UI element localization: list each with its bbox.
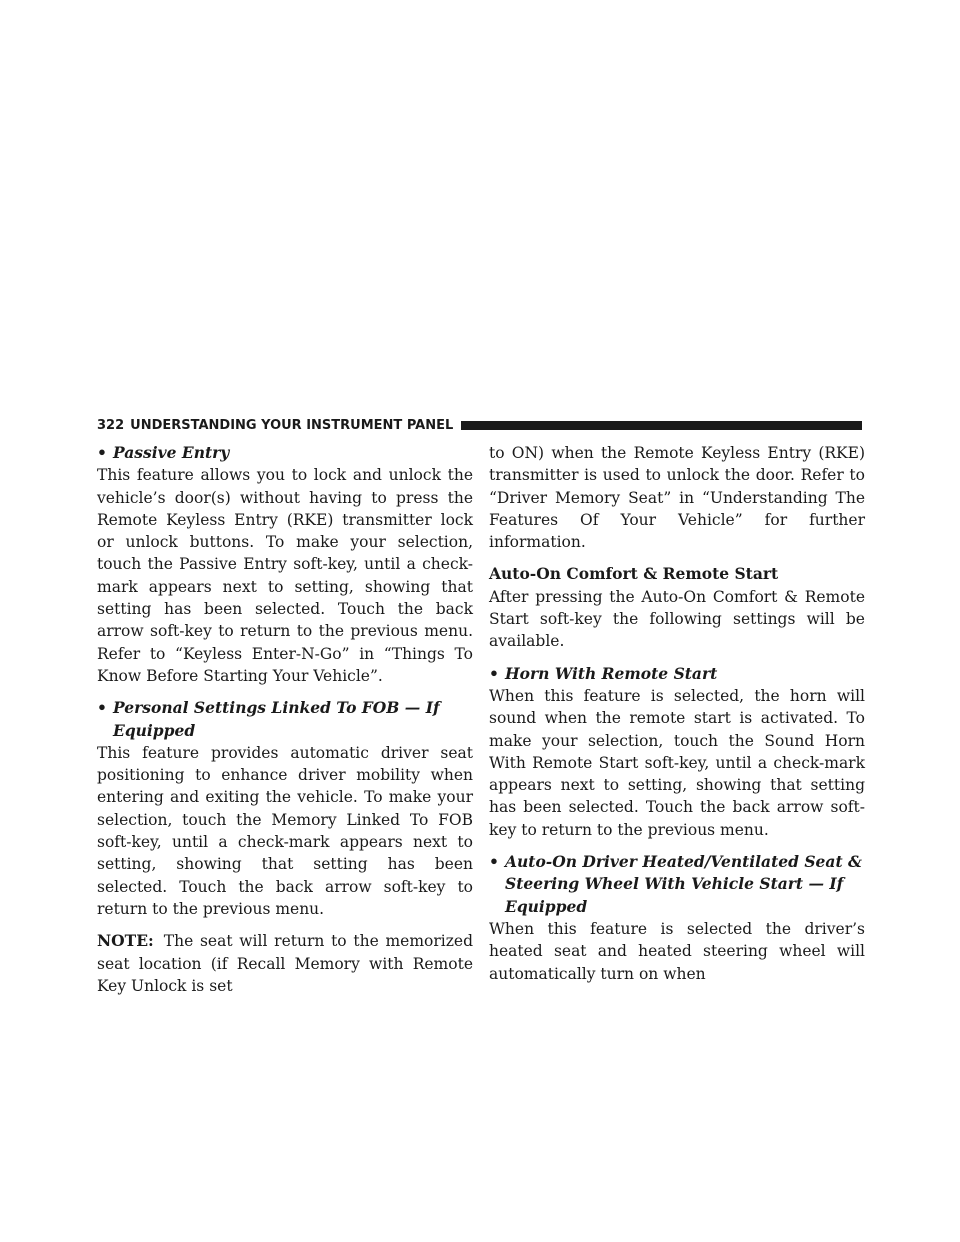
page-header [97,415,862,435]
bullet-icon: • [489,663,499,683]
auto-on-comfort-heading: Auto-On Comfort & Remote Start [489,564,779,584]
personal-settings-heading-text: Personal Settings Linked To FOB — If Equipped [113,698,440,740]
personal-settings-body: This feature provides automatic driver seat positioning to enhance driver mobility when entering and exiting the vehicle. To make your selection, touch the Memory Linked To FOB soft-key, until a check-mark appears next to setting, showing that setting has been selected. Touch the back arrow soft-key to return to the previous menu. [97,743,473,918]
bullet-icon: • [489,852,499,872]
auto-on-driver-heading [489,851,865,918]
page-number: 322 [97,417,125,433]
left-column [97,442,473,1007]
note-label: NOTE: [97,931,154,951]
note-body: The seat will return to the memorized seat location (if Recall Memory with Remote Key Unlock is set [97,932,473,995]
horn-body: When this feature is selected, the horn will sound when the remote start is activated. To make your selection, touch the Sound Horn With Remote Start soft-key, until a check-mark appears next to setting, showing that setting has been selected. Touch the back arrow soft-key to return to the previous menu. [489,686,865,839]
bullet-icon: • [97,698,107,718]
auto-on-comfort-body: After pressing the Auto-On Comfort & Remote Start soft-key the following settings will be available. [489,587,865,651]
note-paragraph [97,930,473,997]
passive-entry-body: This feature allows you to lock and unlock the vehicle’s door(s) without having to press the Remote Keyless Entry (RKE) transmitter lock or unlock buttons. To make your selection, touch the Passive Entry soft-key, until a check-mark appears next to setting, showing that setting has been selected. Touch the back arrow soft-key to return to the previous menu. Refer to “Keyless Enter-N-Go” in “Things To Know Before Starting Your Vehicle”. [97,466,473,685]
horn-heading [489,663,865,685]
personal-settings-heading [97,697,473,742]
auto-on-driver-heading-text: Auto-On Driver Heated/Ventilated Seat & Steering Wheel With Vehicle Start — If Equipped [505,852,863,916]
passive-entry-heading-text: Passive Entry [113,443,230,462]
note-continued: to ON) when the Remote Keyless Entry (RKE) transmitter is used to unlock the door. Refer to “Driver Memory Seat” in “Understanding The Features Of Your Vehicle” for further information. [489,444,865,552]
passive-entry-heading [97,442,473,464]
section-title: UNDERSTANDING YOUR INSTRUMENT PANEL [130,417,454,433]
header-rule [461,421,862,430]
horn-heading-text: Horn With Remote Start [505,663,718,683]
auto-on-driver-body: When this feature is selected the driver’s heated seat and heated steering wheel will automatically turn on when [489,919,865,983]
bullet-icon: • [97,443,107,462]
right-column [489,442,865,995]
